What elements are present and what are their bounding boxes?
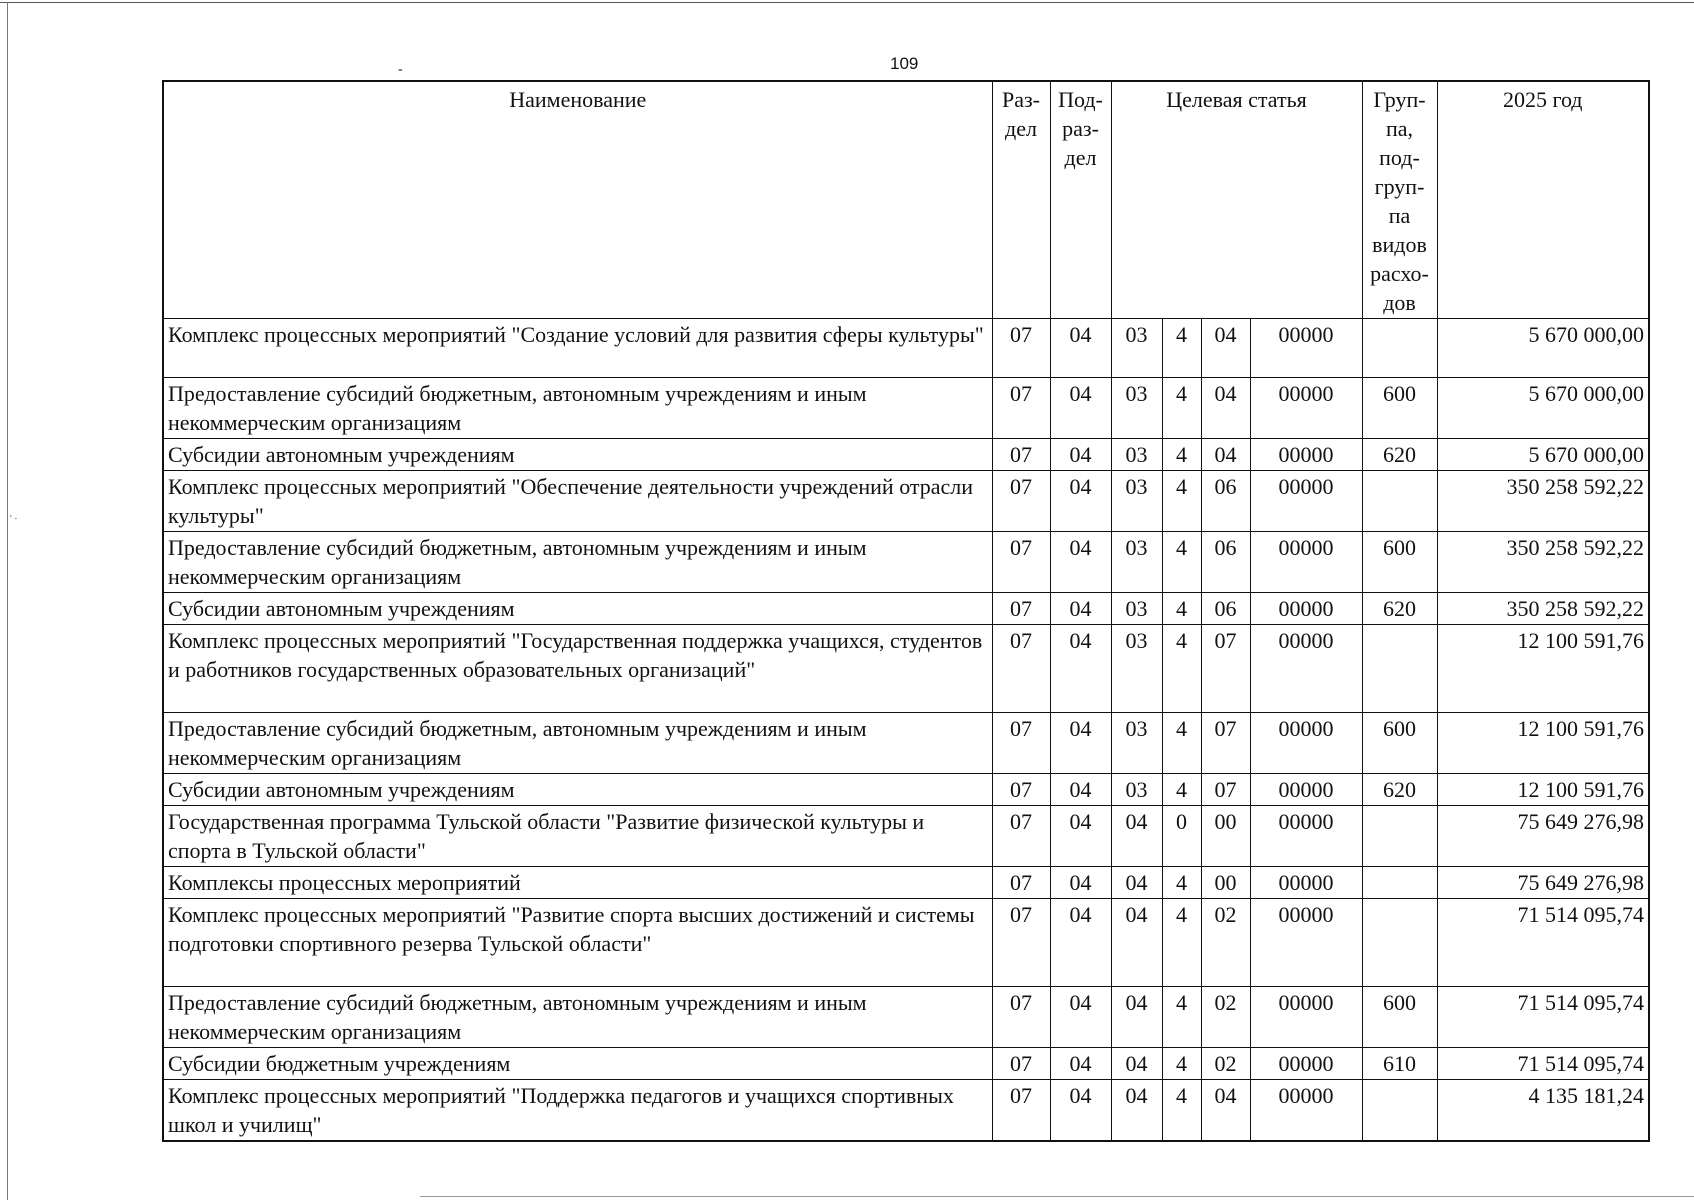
table-row (163, 899, 1649, 987)
table-row (163, 1080, 1649, 1142)
section-code: 07 (992, 774, 1050, 806)
target-complex-code: 07 (1201, 625, 1250, 713)
target-direction-code: 00000 (1250, 378, 1362, 439)
amount-2025: 12 100 591,76 (1437, 713, 1649, 774)
subsection-code: 04 (1050, 593, 1111, 625)
target-direction-code: 00000 (1250, 593, 1362, 625)
table-row (163, 774, 1649, 806)
subsection-code: 04 (1050, 867, 1111, 899)
amount-2025: 71 514 095,74 (1437, 1048, 1649, 1080)
target-complex-code: 07 (1201, 713, 1250, 774)
table-row (163, 439, 1649, 471)
target-program-code: 03 (1111, 378, 1162, 439)
target-direction-code: 00000 (1250, 319, 1362, 378)
subsection-code: 04 (1050, 532, 1111, 593)
section-code: 07 (992, 806, 1050, 867)
table-row (163, 867, 1649, 899)
expense-group-code: 620 (1362, 774, 1437, 806)
table-row (163, 378, 1649, 439)
amount-2025: 350 258 592,22 (1437, 532, 1649, 593)
target-type-code: 4 (1162, 319, 1201, 378)
target-complex-code: 04 (1201, 1080, 1250, 1142)
table-row (163, 806, 1649, 867)
section-code: 07 (992, 378, 1050, 439)
section-code: 07 (992, 625, 1050, 713)
table-row (163, 713, 1649, 774)
expense-group-code: 600 (1362, 378, 1437, 439)
target-direction-code: 00000 (1250, 439, 1362, 471)
table-row (163, 593, 1649, 625)
target-direction-code: 00000 (1250, 899, 1362, 987)
target-complex-code: 06 (1201, 471, 1250, 532)
target-program-code: 04 (1111, 1048, 1162, 1080)
target-program-code: 03 (1111, 713, 1162, 774)
target-program-code: 03 (1111, 774, 1162, 806)
target-complex-code: 04 (1201, 378, 1250, 439)
header-target-article: Целевая статья (1111, 81, 1362, 319)
table-row (163, 987, 1649, 1048)
amount-2025: 5 670 000,00 (1437, 378, 1649, 439)
subsection-code: 04 (1050, 713, 1111, 774)
target-program-code: 03 (1111, 471, 1162, 532)
header-name: Наименование (163, 81, 992, 319)
amount-2025: 75 649 276,98 (1437, 806, 1649, 867)
target-type-code: 4 (1162, 1048, 1201, 1080)
row-name: Комплекс процессных мероприятий "Поддержка педагогов и учащихся спортивных школ и училищ" (163, 1080, 992, 1142)
target-program-code: 04 (1111, 867, 1162, 899)
section-code: 07 (992, 319, 1050, 378)
target-complex-code: 02 (1201, 899, 1250, 987)
amount-2025: 12 100 591,76 (1437, 774, 1649, 806)
amount-2025: 350 258 592,22 (1437, 593, 1649, 625)
target-type-code: 4 (1162, 378, 1201, 439)
page-number: 109 (890, 54, 919, 73)
target-direction-code: 00000 (1250, 1080, 1362, 1142)
subsection-code: 04 (1050, 806, 1111, 867)
row-name: Комплекс процессных мероприятий "Обеспечение деятельности учреждений отрасли культуры" (163, 471, 992, 532)
section-code: 07 (992, 532, 1050, 593)
target-type-code: 4 (1162, 774, 1201, 806)
section-code: 07 (992, 713, 1050, 774)
target-direction-code: 00000 (1250, 987, 1362, 1048)
section-code: 07 (992, 987, 1050, 1048)
target-direction-code: 00000 (1250, 774, 1362, 806)
expense-group-code (1362, 319, 1437, 378)
row-name: Предоставление субсидий бюджетным, автономным учреждениям и иным некоммерческим организациям (163, 987, 992, 1048)
target-direction-code: 00000 (1250, 532, 1362, 593)
expense-group-code: 600 (1362, 987, 1437, 1048)
target-complex-code: 07 (1201, 774, 1250, 806)
target-direction-code: 00000 (1250, 713, 1362, 774)
target-complex-code: 04 (1201, 439, 1250, 471)
section-code: 07 (992, 867, 1050, 899)
row-name: Комплекс процессных мероприятий "Государственная поддержка учащихся, студентов и работников государственных образовательных организаций" (163, 625, 992, 713)
amount-2025: 12 100 591,76 (1437, 625, 1649, 713)
subsection-code: 04 (1050, 378, 1111, 439)
section-code: 07 (992, 439, 1050, 471)
table-row (163, 319, 1649, 378)
header-expense-group: Груп- па, под- груп- па видов расхо- дов (1362, 81, 1437, 319)
target-program-code: 04 (1111, 987, 1162, 1048)
target-direction-code: 00000 (1250, 867, 1362, 899)
subsection-code: 04 (1050, 899, 1111, 987)
expense-group-code (1362, 899, 1437, 987)
target-complex-code: 02 (1201, 1048, 1250, 1080)
amount-2025: 5 670 000,00 (1437, 439, 1649, 471)
section-code: 07 (992, 1048, 1050, 1080)
budget-table (162, 80, 1650, 1142)
target-program-code: 03 (1111, 532, 1162, 593)
expense-group-code: 600 (1362, 713, 1437, 774)
row-name: Комплекс процессных мероприятий "Создание условий для развития сферы культуры" (163, 319, 992, 378)
expense-group-code: 600 (1362, 532, 1437, 593)
target-direction-code: 00000 (1250, 806, 1362, 867)
expense-group-code (1362, 806, 1437, 867)
table-header-row (163, 81, 1649, 319)
target-type-code: 4 (1162, 1080, 1201, 1142)
scan-mark: - (398, 62, 403, 77)
target-complex-code: 00 (1201, 867, 1250, 899)
amount-2025: 350 258 592,22 (1437, 471, 1649, 532)
target-program-code: 03 (1111, 593, 1162, 625)
amount-2025: 75 649 276,98 (1437, 867, 1649, 899)
target-type-code: 4 (1162, 439, 1201, 471)
target-type-code: 4 (1162, 593, 1201, 625)
target-type-code: 4 (1162, 899, 1201, 987)
table-row (163, 532, 1649, 593)
target-complex-code: 00 (1201, 806, 1250, 867)
page-bottom-edge (420, 1196, 1694, 1197)
expense-group-code: 620 (1362, 439, 1437, 471)
row-name: Субсидии автономным учреждениям (163, 593, 992, 625)
subsection-code: 04 (1050, 319, 1111, 378)
subsection-code: 04 (1050, 625, 1111, 713)
target-direction-code: 00000 (1250, 625, 1362, 713)
target-type-code: 4 (1162, 625, 1201, 713)
row-name: Субсидии бюджетным учреждениям (163, 1048, 992, 1080)
subsection-code: 04 (1050, 1048, 1111, 1080)
table-row (163, 471, 1649, 532)
table-row (163, 1048, 1649, 1080)
target-type-code: 4 (1162, 867, 1201, 899)
expense-group-code (1362, 471, 1437, 532)
target-complex-code: 04 (1201, 319, 1250, 378)
section-code: 07 (992, 1080, 1050, 1142)
expense-group-code (1362, 1080, 1437, 1142)
target-program-code: 04 (1111, 806, 1162, 867)
target-type-code: 4 (1162, 987, 1201, 1048)
row-name: Субсидии автономным учреждениям (163, 439, 992, 471)
page-left-edge (7, 2, 8, 1200)
target-program-code: 04 (1111, 1080, 1162, 1142)
row-name: Субсидии автономным учреждениям (163, 774, 992, 806)
section-code: 07 (992, 593, 1050, 625)
expense-group-code: 620 (1362, 593, 1437, 625)
row-name: Государственная программа Тульской области "Развитие физической культуры и спорта в Тульской области" (163, 806, 992, 867)
header-year: 2025 год (1437, 81, 1649, 319)
expense-group-code (1362, 625, 1437, 713)
target-type-code: 4 (1162, 532, 1201, 593)
target-complex-code: 06 (1201, 593, 1250, 625)
expense-group-code: 610 (1362, 1048, 1437, 1080)
subsection-code: 04 (1050, 1080, 1111, 1142)
amount-2025: 71 514 095,74 (1437, 899, 1649, 987)
amount-2025: 4 135 181,24 (1437, 1080, 1649, 1142)
table-body (163, 319, 1649, 1142)
row-name: Предоставление субсидий бюджетным, автономным учреждениям и иным некоммерческим организациям (163, 378, 992, 439)
target-type-code: 4 (1162, 471, 1201, 532)
row-name: Предоставление субсидий бюджетным, автономным учреждениям и иным некоммерческим организациям (163, 532, 992, 593)
target-program-code: 04 (1111, 899, 1162, 987)
target-direction-code: 00000 (1250, 471, 1362, 532)
amount-2025: 5 670 000,00 (1437, 319, 1649, 378)
target-complex-code: 02 (1201, 987, 1250, 1048)
target-direction-code: 00000 (1250, 1048, 1362, 1080)
subsection-code: 04 (1050, 774, 1111, 806)
row-name: Комплекс процессных мероприятий "Развитие спорта высших достижений и системы подготовки спортивного резерва Тульской области" (163, 899, 992, 987)
amount-2025: 71 514 095,74 (1437, 987, 1649, 1048)
header-section: Раз- дел (992, 81, 1050, 319)
subsection-code: 04 (1050, 471, 1111, 532)
section-code: 07 (992, 471, 1050, 532)
table-row (163, 625, 1649, 713)
target-program-code: 03 (1111, 439, 1162, 471)
target-complex-code: 06 (1201, 532, 1250, 593)
expense-group-code (1362, 867, 1437, 899)
section-code: 07 (992, 899, 1050, 987)
target-type-code: 4 (1162, 713, 1201, 774)
subsection-code: 04 (1050, 987, 1111, 1048)
row-name: Предоставление субсидий бюджетным, автономным учреждениям и иным некоммерческим организациям (163, 713, 992, 774)
target-program-code: 03 (1111, 319, 1162, 378)
row-name: Комплексы процессных мероприятий (163, 867, 992, 899)
subsection-code: 04 (1050, 439, 1111, 471)
page-top-edge (0, 2, 1694, 3)
margin-mark: ' · (10, 514, 18, 525)
header-subsection: Под- раз- дел (1050, 81, 1111, 319)
target-program-code: 03 (1111, 625, 1162, 713)
target-type-code: 0 (1162, 806, 1201, 867)
